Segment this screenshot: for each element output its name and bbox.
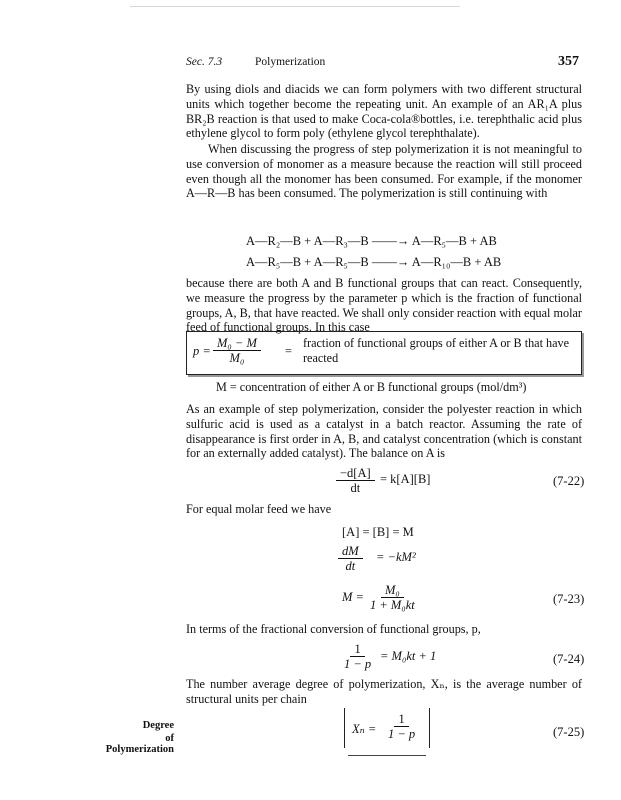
eq-7-24-number: (7-24) xyxy=(553,652,585,666)
p-fraction xyxy=(213,336,261,365)
eq-7-25-number: (7-25) xyxy=(553,725,585,739)
eq-dm-num: dM xyxy=(338,544,363,559)
definition-box xyxy=(186,331,582,375)
reaction-2: A—R₅—B + A—R₅—B ——→ A—R₁₀—B + AB xyxy=(246,255,502,269)
paragraph-1: By using diols and diacids we can form polymers with two different structural units which together become the repeating unit. An example of an AR₁A plus BR₂B reaction is that used to make Coca-cola®bottles, i.e. terephthalic acid plus ethylene glycol to form poly (ethylene glycol terephthalate). xyxy=(186,82,582,141)
eq-ab: [A] = [B] = M xyxy=(342,525,414,539)
paragraph-3: because there are both A and B functional groups that can react. Consequently, we measure the progress by the parameter p which is the fraction of functional groups, A, B, that have reacted. We shall only consider reaction with equal molar feed of functional groups. In this case xyxy=(186,276,582,335)
xn-box-rule xyxy=(348,755,426,756)
eq-7-25-num: 1 xyxy=(394,712,408,727)
m-definition: M = concentration of either A or B functional groups (mol/dm³) xyxy=(216,380,527,394)
paragraph-6: In terms of the fractional conversion of functional groups, p, xyxy=(186,622,481,636)
page-number: 357 xyxy=(558,54,579,69)
p-fraction-den: M₀ xyxy=(229,351,245,365)
eq-dm-rhs: = −kM² xyxy=(376,550,416,564)
eq-dm-den: dt xyxy=(345,559,356,573)
eq-7-22-den: dt xyxy=(350,481,361,495)
paragraph-4: As an example of step polymerization, consider the polyester reaction in which sulfuric acid is used as a catalyst in a batch reactor. Assuming the rate of disappearance is first order in A, B, and catalyst concentration (which is constant for an externally added catalyst). The balance on A is xyxy=(186,402,582,461)
eq-7-23-number: (7-23) xyxy=(553,592,585,606)
eq-7-24-rhs: = M₀kt + 1 xyxy=(380,649,437,663)
reaction-1: A—R₂—B + A—R₃—B ——→ A—R₅—B + AB xyxy=(246,234,497,248)
p-symbol: p = xyxy=(193,344,211,358)
eq-7-23-lhs: M = xyxy=(342,590,364,604)
eq-7-24-den: 1 − p xyxy=(344,657,372,671)
eq-dm-lhs xyxy=(338,544,363,573)
section-label: Sec. 7.3 xyxy=(186,56,223,68)
eq-7-25-fraction xyxy=(384,712,419,741)
sidebar-heading-line1: Degree xyxy=(142,720,174,731)
eq-7-22-rhs: = k[A][B] xyxy=(380,472,431,486)
paragraph-7: The number average degree of polymerization, Xₙ, is the average number of structural units per chain xyxy=(186,677,582,706)
p-fraction-num: M₀ − M xyxy=(213,336,261,351)
box-definition-text: fraction of functional groups of either A or B that have reacted xyxy=(303,336,570,365)
eq-7-24-num: 1 xyxy=(350,642,364,657)
eq-7-22-number: (7-22) xyxy=(553,474,585,488)
eq-7-25-den: 1 − p xyxy=(388,727,416,741)
eq-7-24-fraction xyxy=(340,642,375,671)
box-equals: = xyxy=(285,344,293,358)
eq-7-23-fraction xyxy=(366,583,419,612)
eq-7-23-num: M₀ xyxy=(381,583,404,598)
eq-7-22-lhs xyxy=(336,466,375,495)
paragraph-2: When discussing the progress of step polymerization it is not meaningful to use conversion of monomer as a measure because the reaction will still proceed even though all the monomer has been consumed. For example, if the monomer A—R—B has been consumed. The polymerization is still continuing with xyxy=(186,142,582,201)
running-title: Polymerization xyxy=(255,56,326,68)
eq-7-25-lhs: Xₙ = xyxy=(352,722,377,736)
top-rule xyxy=(130,6,460,7)
sidebar-heading-line2: of Polymerization xyxy=(105,733,174,755)
paragraph-5: For equal molar feed we have xyxy=(186,502,332,516)
eq-7-22-num: −d[A] xyxy=(336,466,375,481)
eq-7-23-den: 1 + M₀kt xyxy=(370,598,415,612)
